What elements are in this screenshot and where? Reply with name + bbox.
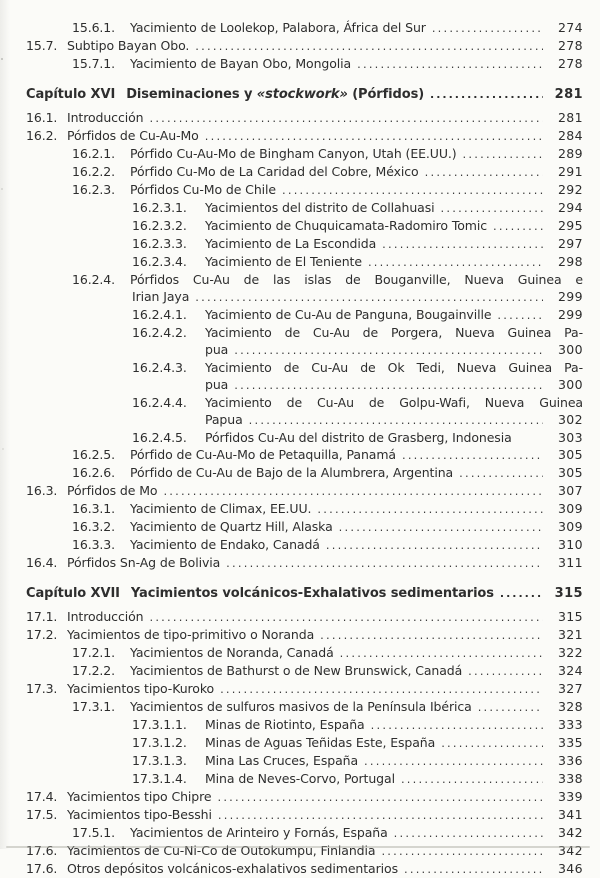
chapter-label: Capítulo XVI [26, 87, 116, 102]
entry-number: 17.3.1. [72, 699, 116, 714]
entry-title: Subtipo Bayan Obo. [67, 38, 190, 53]
toc-entry [0, 680, 583, 698]
entry-number: 16.2.3. [72, 182, 116, 197]
toc-rows [0, 19, 583, 878]
entry-title: Yacimiento de El Teniente [205, 254, 362, 269]
entry-title: Yacimiento de Cu-Au de Porgera, Nueva Guinea Pa- [205, 325, 583, 340]
entry-title: Yacimientos de sulfuros masivos de la Península Ibérica [130, 699, 472, 714]
chapter-heading [0, 85, 583, 104]
entry-title: Pórfidos de Mo [67, 483, 158, 498]
toc-entry [0, 464, 583, 482]
entry-number: 17.5.1. [72, 825, 116, 840]
dot-leader [249, 411, 543, 429]
dot-leader [340, 644, 543, 662]
entry-title: Pórfidos Cu-Mo de Chile [130, 182, 276, 197]
toc-entry [0, 324, 583, 341]
toc-entry [0, 482, 583, 500]
scan-speck [1, 58, 3, 60]
dot-leader [282, 181, 543, 199]
entry-title: Yacimiento de Climax, EE.UU. [130, 501, 312, 516]
page-number: 327 [557, 681, 583, 696]
entry-title: Minas de Aguas Teñidas Este, España [205, 735, 436, 750]
dot-leader [234, 341, 543, 359]
entry-title: pua [205, 377, 229, 392]
page-number: 338 [557, 771, 583, 786]
dot-leader [468, 662, 543, 680]
toc-entry [0, 518, 583, 536]
entry-number: 15.6.1. [72, 20, 116, 35]
entry-number: 16.2. [26, 128, 58, 143]
page-number: 291 [557, 164, 583, 179]
page-number: 289 [557, 146, 583, 161]
toc-entry [0, 752, 583, 770]
dot-leader [441, 734, 543, 752]
page-number: 346 [557, 861, 583, 876]
entry-title: Minas de Riotinto, España [205, 717, 365, 732]
dot-leader [371, 716, 543, 734]
dot-leader [357, 55, 543, 73]
entry-number: 17.1. [26, 609, 58, 624]
entry-number: 17.3. [26, 681, 58, 696]
page-number: 303 [557, 430, 583, 445]
toc-entry [0, 109, 583, 127]
page-number: 341 [557, 807, 583, 822]
page-number: 321 [557, 627, 583, 642]
entry-title: Introducción [67, 609, 144, 624]
page-number: 309 [557, 519, 583, 534]
entry-number: 15.7.1. [72, 56, 116, 71]
dot-leader [441, 199, 543, 217]
entry-number: 16.2.2. [72, 164, 116, 179]
dot-leader [430, 85, 543, 104]
entry-title: Yacimiento de Cu-Au de Golpu-Wafi, Nueva Guinea [205, 395, 583, 410]
entry-number: 16.3.1. [72, 501, 116, 516]
entry-number: 16.3. [26, 483, 58, 498]
toc-entry [0, 626, 583, 644]
dot-leader [381, 842, 543, 860]
entry-number: 16.2.3.2. [132, 218, 187, 233]
toc-entry [0, 306, 583, 324]
dot-leader [401, 770, 543, 788]
toc-entry [0, 411, 583, 429]
toc-entry [0, 19, 583, 37]
entry-number: 16.2.3.4. [132, 254, 187, 269]
entry-title: Yacimientos tipo Chipre [67, 789, 212, 804]
entry-title: Yacimiento de Endako, Canadá [130, 537, 320, 552]
entry-number: 15.7. [26, 38, 58, 53]
dot-leader [317, 500, 543, 518]
page-number: 295 [557, 218, 583, 233]
entry-title: Irian Jaya [132, 289, 190, 304]
toc-entry [0, 217, 583, 235]
page-number: 298 [557, 254, 583, 269]
toc-entry [0, 842, 583, 860]
entry-title: Yacimientos de Cu-Ni-Co de Outokumpu, Finlandia [67, 843, 376, 858]
dot-leader [220, 680, 543, 698]
entry-number: 16.2.6. [72, 465, 116, 480]
entry-title: Yacimiento de La Escondida [205, 236, 377, 251]
toc-entry [0, 163, 583, 181]
dot-leader [402, 446, 543, 464]
entry-title: Pórfidos de Cu-Au-Mo [67, 128, 199, 143]
entry-number: 16.3.3. [72, 537, 116, 552]
entry-title: Yacimiento de Chuquicamata-Radomiro Tomic [205, 218, 488, 233]
dot-leader [432, 19, 543, 37]
dot-leader [497, 306, 543, 324]
toc-entry [0, 341, 583, 359]
page-number: 281 [554, 87, 583, 102]
dot-leader [217, 788, 543, 806]
chapter-heading [0, 584, 583, 603]
entry-title: Mina de Neves-Corvo, Portugal [205, 771, 395, 786]
dot-leader [149, 109, 543, 127]
entry-number: 17.3.1.3. [132, 753, 187, 768]
entry-title: Introducción [67, 110, 144, 125]
entry-title: Yacimientos de tipo-primitivo o Noranda [67, 627, 315, 642]
scan-edge-bottom [6, 846, 590, 848]
page-number: 281 [557, 110, 583, 125]
entry-number: 16.2.1. [72, 146, 116, 161]
entry-number: 17.6. [26, 843, 58, 858]
toc-entry [0, 806, 583, 824]
toc-entry [0, 359, 583, 376]
toc-entry [0, 37, 583, 55]
page-number: 305 [557, 447, 583, 462]
entry-title: Otros depósitos volcánicos-exhalativos sedimentarios [67, 861, 398, 876]
toc-entry [0, 55, 583, 73]
chapter-title [131, 584, 494, 603]
page-number: 302 [557, 412, 583, 427]
entry-number: 17.5. [26, 807, 58, 822]
toc-entry [0, 554, 583, 572]
entry-number: 17.2.2. [72, 663, 116, 678]
page-number: 297 [557, 236, 583, 251]
entry-number: 17.6. [26, 861, 58, 876]
dot-leader [394, 824, 543, 842]
toc-entry [0, 446, 583, 464]
entry-number: 16.2.4.3. [132, 360, 187, 375]
page-number: 324 [557, 663, 583, 678]
page-number: 309 [557, 501, 583, 516]
entry-number: 16.2.4.2. [132, 325, 187, 340]
entry-number: 17.3.1.4. [132, 771, 187, 786]
page-number: 311 [557, 555, 583, 570]
entry-title: Yacimiento de Quartz Hill, Alaska [130, 519, 333, 534]
dot-leader [226, 554, 543, 572]
page-number: 278 [557, 56, 583, 71]
entry-number: 16.2.4.4. [132, 395, 187, 410]
entry-number: 16.2.4. [72, 272, 116, 287]
page-number: 305 [557, 465, 583, 480]
entry-number: 16.3.2. [72, 519, 116, 534]
toc-entry [0, 824, 583, 842]
page-number: 335 [557, 735, 583, 750]
entry-number: 16.2.5. [72, 447, 116, 462]
page-number: 274 [557, 20, 583, 35]
entry-number: 17.3.1.2. [132, 735, 187, 750]
chapter-title-part: Yacimientos volcánicos-Exhalativos sedimentarios [130, 586, 494, 601]
toc-entry [0, 376, 583, 394]
chapter-title-part: Diseminaciones y [126, 87, 257, 102]
entry-number: 16.2.4.5. [132, 430, 187, 445]
dot-leader [195, 37, 543, 55]
entry-title: Pórfido Cu-Au-Mo de Bingham Canyon, Utah (EE.UU.) [130, 146, 457, 161]
toc-entry [0, 429, 583, 446]
dot-leader [364, 752, 543, 770]
page-number: 315 [557, 609, 583, 624]
page-number: 315 [554, 586, 583, 601]
dot-leader [425, 163, 543, 181]
toc-entry [0, 788, 583, 806]
entry-title: Yacimientos de Arinteiro y Fornás, España [130, 825, 388, 840]
chapter-label: Capítulo XVII [26, 586, 120, 601]
entry-title: Pórfido de Cu-Au-Mo de Petaquilla, Panamá [130, 447, 396, 462]
toc-entry [0, 181, 583, 199]
dot-leader [234, 376, 543, 394]
toc-entry [0, 770, 583, 788]
page-number: 300 [557, 377, 583, 392]
entry-title: Pórfidos Cu-Au del distrito de Grasberg, Indonesia [205, 430, 512, 445]
toc-entry [0, 271, 583, 288]
dot-leader [382, 235, 543, 253]
page-number: 307 [557, 483, 583, 498]
page-number: 342 [557, 843, 583, 858]
page-number: 339 [557, 789, 583, 804]
dot-leader [195, 288, 543, 306]
dot-leader [163, 482, 543, 500]
toc-entry [0, 253, 583, 271]
page-number: 278 [557, 38, 583, 53]
dot-leader [404, 860, 543, 878]
page-number: 300 [557, 342, 583, 357]
entry-number: 17.2.1. [72, 645, 116, 660]
entry-title: Pórfidos Cu-Au de las islas de Bouganville, Nueva Guinea e [130, 272, 583, 287]
toc-entry [0, 608, 583, 626]
dot-leader [368, 253, 543, 271]
dot-leader [493, 217, 543, 235]
entry-title: Papua [205, 412, 243, 427]
toc-entry [0, 199, 583, 217]
toc-entry [0, 288, 583, 306]
page-number: 299 [557, 289, 583, 304]
chapter-title-part: (Pórfidos) [347, 87, 425, 102]
dot-leader [326, 536, 543, 554]
dot-leader [149, 608, 543, 626]
page-number: 333 [557, 717, 583, 732]
dot-leader [463, 145, 543, 163]
entry-title: Yacimientos de Noranda, Canadá [130, 645, 334, 660]
entry-number: 17.3.1.1. [132, 717, 187, 732]
entry-title: Pórfidos Sn-Ag de Bolivia [67, 555, 221, 570]
page-number: 322 [557, 645, 583, 660]
toc-entry [0, 698, 583, 716]
dot-leader [459, 464, 543, 482]
page-number: 299 [557, 307, 583, 322]
entry-title: Yacimientos del distrito de Collahuasi [205, 200, 435, 215]
entry-number: 17.2. [26, 627, 58, 642]
entry-number: 16.1. [26, 110, 58, 125]
entry-title: Yacimientos tipo-Kuroko [67, 681, 215, 696]
toc-entry [0, 235, 583, 253]
page-number: 284 [557, 128, 583, 143]
entry-number: 16.2.4.1. [132, 307, 187, 322]
page-number: 336 [557, 753, 583, 768]
entry-number: 16.2.3.1. [132, 200, 187, 215]
dot-leader [500, 584, 543, 603]
page-number: 294 [557, 200, 583, 215]
entry-title: Pórfido Cu-Mo de La Caridad del Cobre, México [130, 164, 419, 179]
entry-number: 16.2.3.3. [132, 236, 187, 251]
entry-title: Pórfido de Cu-Au de Bajo de la Alumbrera, Argentina [130, 465, 454, 480]
entry-title: Yacimiento de Cu-Au de Ok Tedi, Nueva Guinea Pa- [205, 360, 583, 375]
dot-leader [478, 698, 543, 716]
entry-title: Yacimientos tipo-Besshi [67, 807, 212, 822]
toc-entry [0, 145, 583, 163]
dot-leader [339, 518, 543, 536]
entry-title: Mina Las Cruces, España [205, 753, 359, 768]
toc-entry [0, 394, 583, 411]
entry-title: Yacimientos de Bathurst o de New Brunswick, Canadá [130, 663, 463, 678]
toc-entry [0, 734, 583, 752]
page-number: 342 [557, 825, 583, 840]
toc-entry [0, 644, 583, 662]
toc-entry [0, 500, 583, 518]
chapter-title-part: «stockwork» [256, 87, 348, 102]
dot-leader [205, 127, 543, 145]
toc-entry [0, 536, 583, 554]
dot-leader [320, 626, 543, 644]
entry-number: 17.4. [26, 789, 58, 804]
toc-entry [0, 662, 583, 680]
toc-entry [0, 127, 583, 145]
page-number: 328 [557, 699, 583, 714]
chapter-title [126, 85, 424, 104]
entry-title: pua [205, 342, 229, 357]
entry-title: Yacimiento de Cu-Au de Panguna, Bougainville [205, 307, 492, 322]
page-number: 310 [557, 537, 583, 552]
toc-entry [0, 860, 583, 878]
dot-leader [218, 806, 543, 824]
entry-title: Yacimiento de Bayan Obo, Mongolia [130, 56, 352, 71]
entry-title: Yacimiento de Loolekop, Palabora, África del Sur [130, 20, 426, 35]
toc-entry [0, 716, 583, 734]
entry-number: 16.4. [26, 555, 58, 570]
page-number: 292 [557, 182, 583, 197]
